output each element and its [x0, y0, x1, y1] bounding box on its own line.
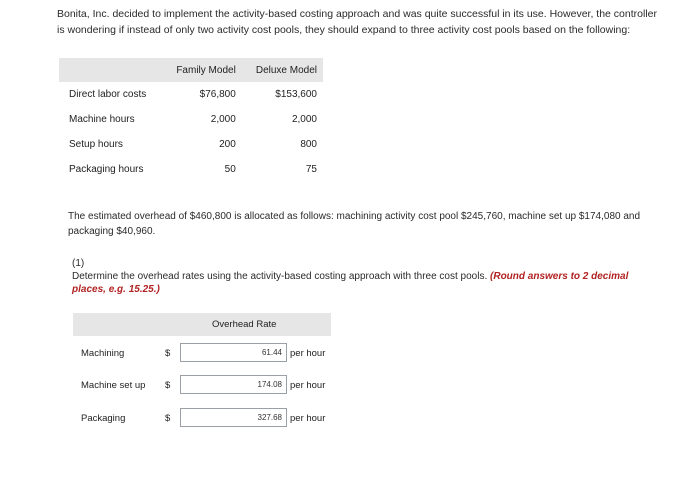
currency-symbol: $ [165, 348, 171, 359]
activity-data-table [59, 58, 323, 182]
question-text [72, 270, 652, 296]
machining-rate-input[interactable] [180, 343, 287, 362]
table-header-row [59, 58, 323, 82]
rate-label: Machining [81, 348, 125, 359]
currency-symbol: $ [165, 380, 171, 391]
family-value: 50 [224, 164, 236, 175]
rate-row-packaging [73, 408, 363, 430]
machine-setup-rate-value: 174.08 [257, 380, 282, 389]
question-number: (1) [72, 258, 85, 269]
question-prompt: Determine the overhead rates using the activity-based costing approach with three cost pools. [72, 271, 488, 282]
overhead-rate-header [73, 313, 331, 336]
family-value: 2,000 [210, 114, 236, 125]
deluxe-value: 2,000 [291, 114, 317, 125]
rounding-instruction: (Round answers to 2 decimal places, e.g. 15.25.) [72, 271, 629, 295]
row-label: Machine hours [69, 114, 135, 125]
rate-label: Packaging [81, 413, 126, 424]
family-value: $76,800 [199, 89, 236, 100]
family-value: 200 [219, 139, 236, 150]
deluxe-value: $153,600 [275, 89, 317, 100]
overhead-rate-header-label: Overhead Rate [212, 319, 277, 330]
currency-symbol: $ [165, 413, 171, 424]
table-row [59, 157, 323, 182]
table-row [59, 132, 323, 157]
deluxe-value: 800 [300, 139, 317, 150]
row-label: Packaging hours [69, 164, 144, 175]
column-header-deluxe: Deluxe Model [242, 58, 323, 82]
rate-unit: per hour [290, 380, 326, 391]
table-header-blank [59, 58, 162, 82]
intro-paragraph: Bonita, Inc. decided to implement the activity-based costing approach and was quite successful in its use. However, the controller is wondering if instead of only two activity cost pools, they should expand to three activity cost pools based on the following: [57, 8, 657, 36]
rate-label: Machine set up [81, 380, 146, 391]
row-label: Setup hours [69, 139, 123, 150]
machining-rate-value: 61.44 [261, 348, 282, 357]
packaging-rate-value: 327.68 [257, 413, 282, 422]
deluxe-value: 75 [305, 164, 317, 175]
rate-unit: per hour [290, 413, 326, 424]
overhead-allocation-text: The estimated overhead of $460,800 is allocated as follows: machining activity cost pool $245,760, machine set up $174,080 and packaging $40,960. [68, 211, 641, 237]
row-label: Direct labor costs [69, 89, 147, 100]
machine-setup-rate-input[interactable] [180, 375, 287, 394]
table-row [59, 82, 323, 107]
packaging-rate-input[interactable] [180, 408, 287, 427]
rate-unit: per hour [290, 348, 326, 359]
column-header-family: Family Model [162, 58, 241, 82]
rate-row-machine-setup [73, 375, 363, 397]
rate-row-machining [73, 343, 363, 365]
table-row [59, 107, 323, 132]
